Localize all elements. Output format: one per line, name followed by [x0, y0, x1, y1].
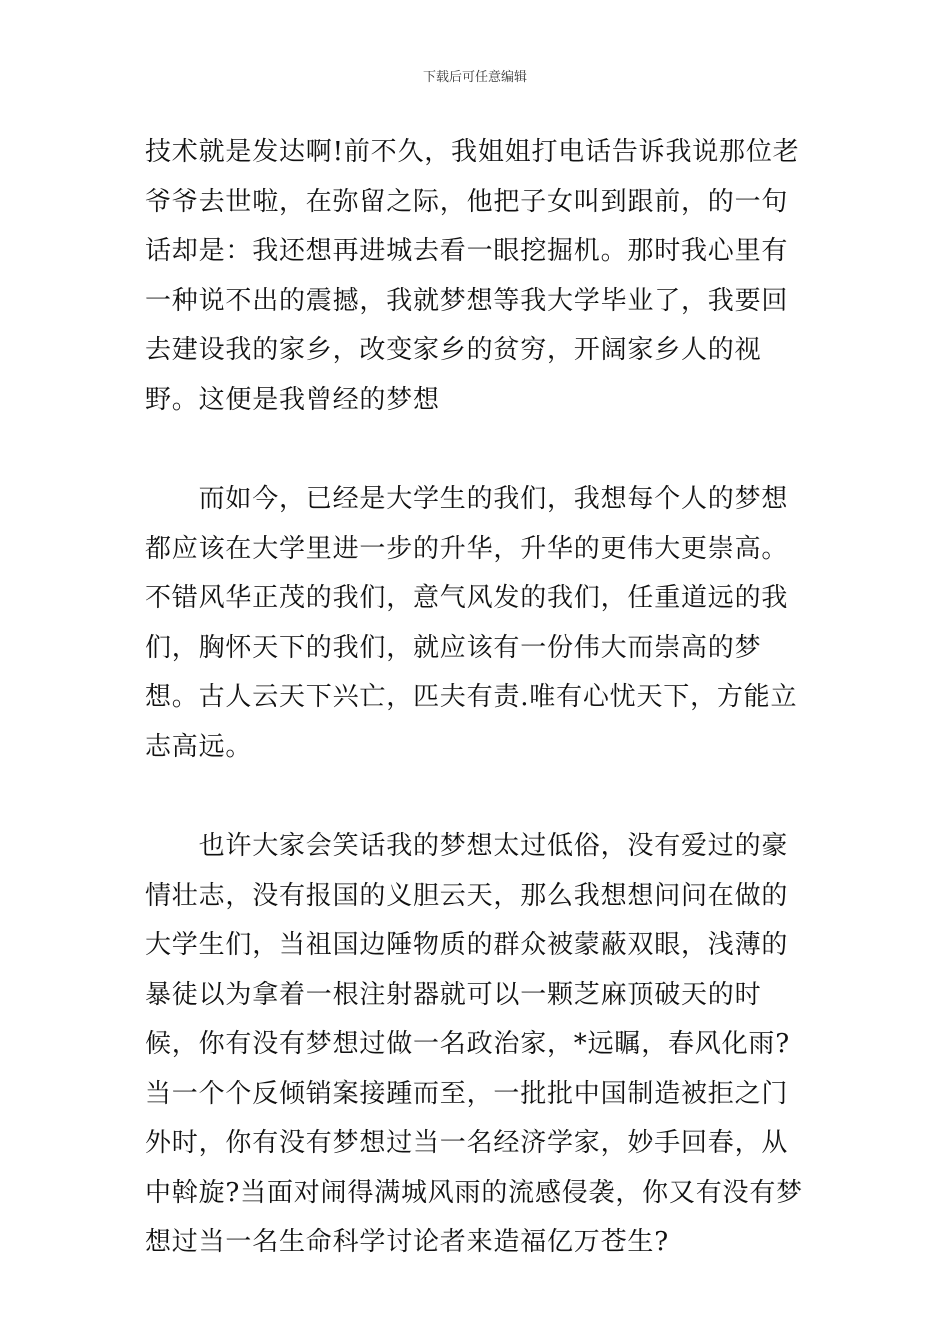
page-header: 下载后可任意编辑 — [422, 70, 527, 85]
paragraph-2: 而如今，已经是大学生的我们，我想每个人的梦想都应该在大学里进一步的升华，升华的更伟大更崇高。不错风华正茂的我们，意气风发的我们，任重道远的我们，胸怀天下的我们，就应该有一份伟大而崇高的梦想。古人云天下兴亡，匹夫有责.唯有心忧天下，方能立志高远。 — [145, 484, 798, 762]
document-body — [145, 128, 811, 1268]
paragraph-1: 技术就是发达啊!前不久，我姐姐打电话告诉我说那位老爷爷去世啦，在弥留之际，他把子女叫到跟前，的一句话却是：我还想再进城去看一眼挖掘机。那时我心里有一种说不出的震撼，我就梦想等我大学毕业了，我要回去建设我的家乡，改变家乡的贫穷，开阔家乡人的视野。这便是我曾经的梦想 — [145, 137, 800, 415]
paragraph-3: 也许大家会笑话我的梦想太过低俗，没有爱过的豪情壮志，没有报国的义胆云天，那么我想想问问在做的大学生们，当祖国边陲物质的群众被蒙蔽双眼，浅薄的暴徒以为拿着一根注射器就可以一颗芝麻顶破天的时候，你有没有梦想过做一名政治家，*远瞩，春风化雨?当一个个反倾销案接踵而至，一批批中国制造被拒之门外时，你有没有梦想过当一名经济学家，妙手回春，从中斡旋?当面对闹得满城风雨的流感侵袭，你又有没有梦想过当一名生命科学讨论者来造福亿万苍生? — [145, 831, 803, 1257]
